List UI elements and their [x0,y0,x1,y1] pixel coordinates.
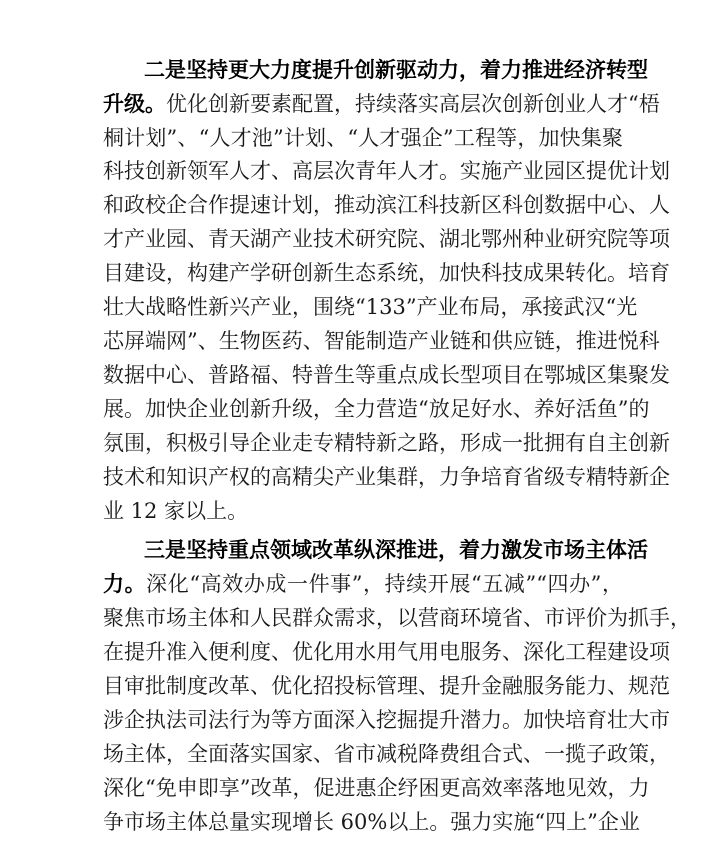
paragraph-2-line-9: 争市场主体总量实现增长 60%以上。强力实施“四上”企业 [103,810,640,834]
paragraph-1-line-12: 氛围，积极引导企业走专精特新之路，形成一批拥有自主创新 [103,431,670,455]
paragraph-2-line-3: 聚焦市场主体和人民群众需求，以营商环境省、市评价为抓手， [103,606,691,630]
paragraph-1-line-13: 技术和知识产权的高精尖产业集群，力争培育省级专精特新企 [103,465,670,489]
paragraph-1-line-8: 壮大战略性新兴产业，围绕“133”产业布局，承接武汉“光 [103,295,638,319]
paragraph-1-line-4: 科技创新领军人才、高层次青年人才。实施产业园区提优计划 [103,159,670,183]
paragraph-1-line-11: 展。加快企业创新升级，全力营造“放足好水、养好活鱼”的 [103,397,650,421]
paragraph-2-heading: 三是坚持重点领域改革纵深推进，着力激发市场主体活 [144,537,648,562]
paragraph-1-line-14: 业 12 家以上。 [103,499,249,523]
paragraph-1-line-3: 桐计划”、“人才池”计划、“人才强企”工程等，加快集聚 [103,126,623,150]
paragraph-1-heading-tail: 升级。 [103,91,166,116]
paragraph-2-line-4: 在提升准入便利度、优化用水用气用电服务、深化工程建设项 [103,640,670,664]
paragraph-2-line-5: 目审批制度改革、优化招投标管理、提升金融服务能力、规范 [103,674,670,698]
paragraph-1-line-6: 才产业园、青天湖产业技术研究院、湖北鄂州种业研究院等项 [103,227,670,251]
paragraph-1-line-1 [144,52,648,88]
paragraph-1-line-9: 芯屏端网”、生物医药、智能制造产业链和供应链，推进悦科 [103,329,660,353]
paragraph-2-line-6: 涉企执法司法行为等方面深入挖掘提升潜力。加快培育壮大市 [103,708,670,732]
paragraph-1-heading: 二是坚持更大力度提升创新驱动力，着力推进经济转型 [144,57,648,82]
paragraph-2-line-7: 场主体，全面落实国家、省市减税降费组合式、一揽子政策， [103,742,670,766]
paragraph-2-line-2: 力。深化“高效办成一件事”，持续开展“五减”“四办”， [103,571,623,596]
paragraph-1-line-2: 升级。优化创新要素配置，持续落实高层次创新创业人才“梧 [103,91,660,116]
paragraph-2-heading-tail: 力。 [103,571,147,596]
paragraph-2-line-1 [144,532,648,568]
paragraph-2-line-8: 深化“免申即享”改革，促进惠企纾困更高效率落地见效，力 [103,776,650,800]
paragraph-1-line-7: 目建设，构建产学研创新生态系统，加快科技成果转化。培育 [103,261,670,285]
paragraph-1-line-5: 和政校企合作提速计划，推动滨江科技新区科创数据中心、人 [103,193,670,217]
paragraph-1-line-10: 数据中心、普路福、特普生等重点成长型项目在鄂城区集聚发 [103,363,670,387]
